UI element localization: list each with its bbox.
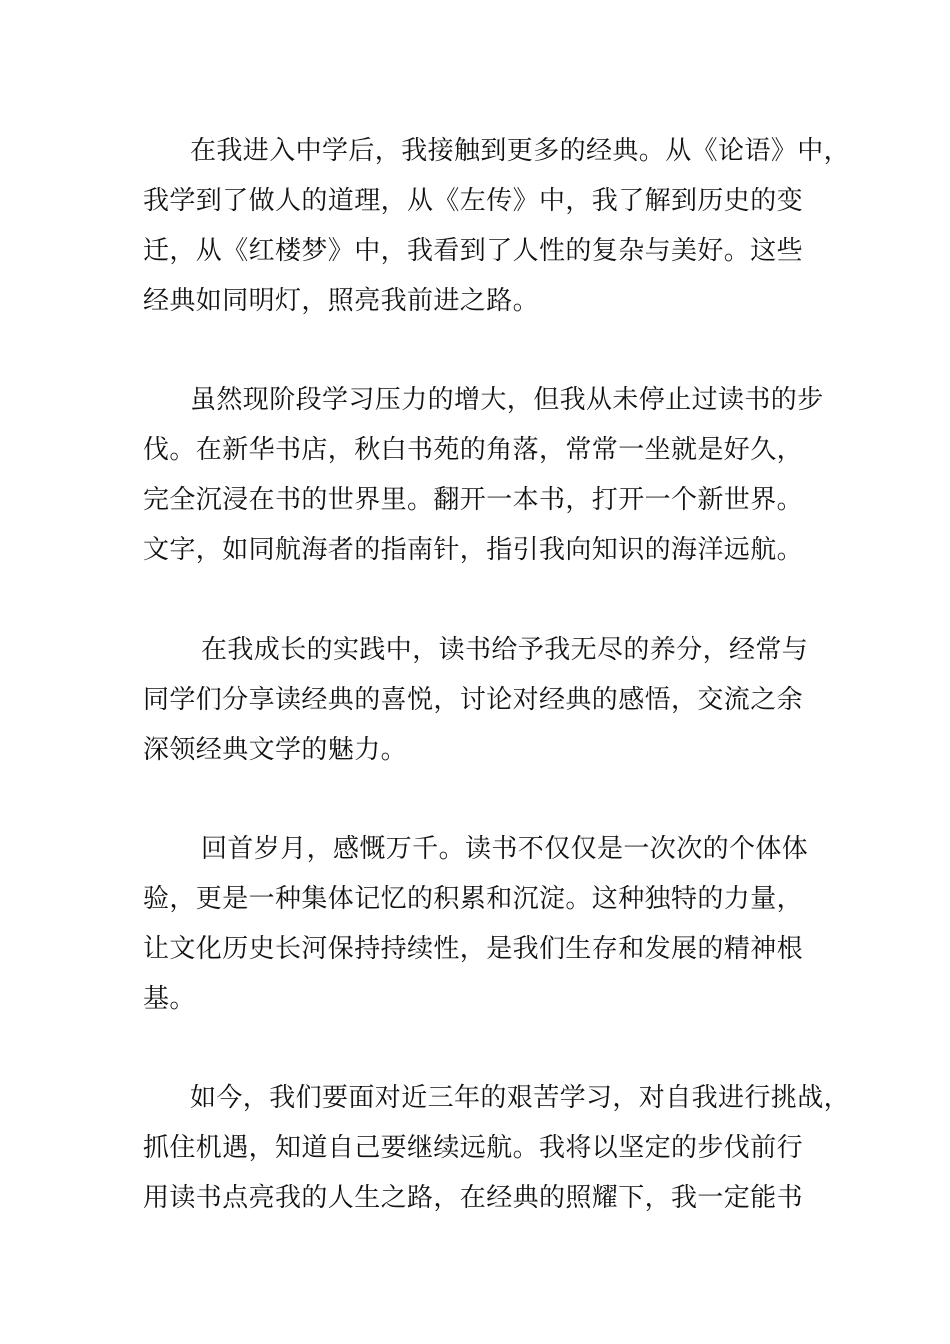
paragraph-4-line-3: 让文化历史长河保持持续性，是我们生存和发展的精神根	[143, 934, 804, 964]
paragraph-1-line-3: 迁，从《红楼梦》中，我看到了人性的复杂与美好。这些	[143, 236, 804, 266]
paragraph-1-line-2: 我学到了做人的道理，从《左传》中，我了解到历史的变	[143, 186, 804, 216]
paragraph-2-line-2: 伐。在新华书店，秋白书苑的角落，常常一坐就是好久，	[143, 435, 804, 465]
paragraph-2-line-3: 完全沉浸在书的世界里。翻开一本书，打开一个新世界。	[143, 485, 804, 515]
paragraph-4-line-2: 验，更是一种集体记忆的积累和沉淀。这种独特的力量，	[143, 884, 804, 914]
paragraph-5-line-2: 抓住机遇，知道自己要继续远航。我将以坚定的步伐前行	[143, 1133, 804, 1163]
paragraph-4-line-1: 回首岁月，感慨万千。读书不仅仅是一次次的个体体	[201, 834, 809, 864]
paragraph-5-line-3: 用读书点亮我的人生之路，在经典的照耀下，我一定能书	[143, 1183, 804, 1213]
paragraph-1-line-1: 在我进入中学后，我接触到更多的经典。从《论语》中，	[190, 136, 851, 166]
paragraph-4-line-4: 基。	[143, 984, 196, 1014]
paragraph-1-line-4: 经典如同明灯，照亮我前进之路。	[143, 286, 540, 316]
paragraph-5-line-1: 如今，我们要面对近三年的艰苦学习，对自我进行挑战，	[190, 1083, 851, 1113]
paragraph-3-line-3: 深领经典文学的魅力。	[143, 735, 408, 765]
paragraph-3-line-2: 同学们分享读经典的喜悦，讨论对经典的感悟，交流之余	[143, 685, 804, 715]
paragraph-2-line-4: 文字，如同航海者的指南针，指引我向知识的海洋远航。	[143, 535, 804, 565]
paragraph-2-line-1: 虽然现阶段学习压力的增大，但我从未停止过读书的步	[190, 385, 824, 415]
paragraph-3-line-1: 在我成长的实践中，读书给予我无尽的养分，经常与	[201, 635, 809, 665]
